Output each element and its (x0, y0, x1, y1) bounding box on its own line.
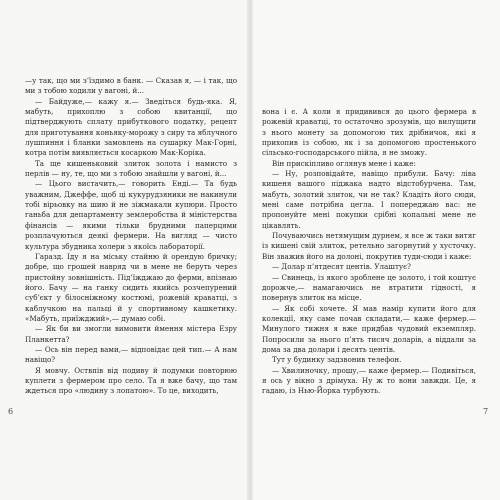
paragraph: Та ще кишеньковий злиток золота і намисто з перлів — ну, те, що ми з тобою знайшли у вагоні, й... (25, 158, 237, 179)
paragraph: Почуваючись нетямущим дурнем, я все ж таки витяг із кишені свій злиток, ретельно загорнутий у хусточку. Він зважив його на долоні, покрутив туди-сюди і каже: (262, 231, 476, 261)
paragraph: Гаразд. Іду я на міську стайню й орендую бричку; добре, що грошей навряд чи в мене не беруть через пристойну зовнішність. Під’їжджаю до ферми, впізнаю його. Бачу — на ганку сидить якийсь розчепурений суб’єкт у білосніжному костюмі, рожевій краватці, з каблучкою на пальці й у спортивному кашкетику. «Мабуть, приїжджий»,— думаю собі. (25, 251, 237, 323)
left-page-text (25, 76, 237, 397)
paragraph: — Ну, розповідайте, навіщо прибули. Бачу: ліва кишеня вашого піджака надто відстобурчена. Там, мабуть, золотий злиток, чи не так? Кладіть його сюди, мені саме потрібна цегла. І попереджаю вас: не пропонуйте мені покупки срібні копальні мене не цікавлять. (262, 169, 476, 230)
paragraph: — Байдуже,— кажу я.— Зведіться будь-яка. Я, мабуть, прихоплю з собою квитанції, що підтверджують сплату прибуткового податку, рецепт для приготування коньяку-морожу з сиру та яблучного лушпиння і бланки замовлень на сушарку Мак-Горні, котра потім виявляється косаркою Мак-Коріка. (25, 96, 237, 158)
paragraph: — Як собі хочете. Я мав намір купити його для колекції, яку саме почав складати,— каже фермер.— Минулого тижня я вже придбав чудовий екземпляр. Попросили за нього п’ять тисяч доларів, а віддали за дома за два долари і десять центів. (262, 303, 476, 354)
paragraph: Я мовчу. Оствпів від подиву й подумки повторюю куплети з фермером про село. Та я вже бачу, що там ждеться про «людину з лопатою». То це, виходить, (25, 365, 237, 396)
paragraph: вона і є. А коли я придивився до цього фермера в рожевій краватці, то остаточно зрозумів, що вилущити з нього монету за допомогою тих дрібничок, які я прихопив із собою, як і за допомогою простенького сільсько-господарського пійла, я не зможу. (262, 107, 476, 158)
paragraph: — Хвилиночку, прошу,— каже фермер.— Подивіться, я ось у вікно з дрімуха. Ну ж то вони завжди. Це, я гадаю, із Нью-Йорка турбують. (262, 365, 476, 396)
paragraph: — Як би ви змогли вимовити ймення містера Езру Планкетта? (25, 324, 237, 344)
paragraph: Тут у будинку задзвонив телефон. (272, 355, 402, 365)
paragraph: Він прискіпливо оглянув мене і каже: (272, 158, 416, 168)
paragraph: — Ось він перед вами,— відповідає цей тип.— А нам навіщо? (25, 344, 237, 365)
paragraph: —у так, що ми з’їздимо в банк. — Сказав я, — і так, що ми з тобою ходили у вагоні, й... (25, 76, 237, 96)
page-number-left: 6 (8, 407, 14, 416)
paragraph: — Долар п’ятдесят центів. Улаштує? (272, 262, 411, 272)
paragraph: — Свинець, із якого зроблене це золото, і той коштує дорожче,— намагаючись не втратити гідності, я повернув злиток на місце. (262, 272, 476, 303)
book-gutter (247, 0, 253, 500)
page-number-right: 7 (483, 407, 489, 416)
right-page-text (262, 107, 476, 397)
paragraph: — Цього вистачить,— говорить Енді.— Та будь уважним, Джеффе, щоб ці кукурудзяники не накинули тобі вірьовку на шию й не зіжмакали купюри. Просто ганьба для департаменту землеробства й міністерства фінансів — якими тільки брудними паперцями розплачуються деякі фермери. На вигляд — чисто культура збудника холери з якоїсь лабораторії. (25, 179, 237, 251)
